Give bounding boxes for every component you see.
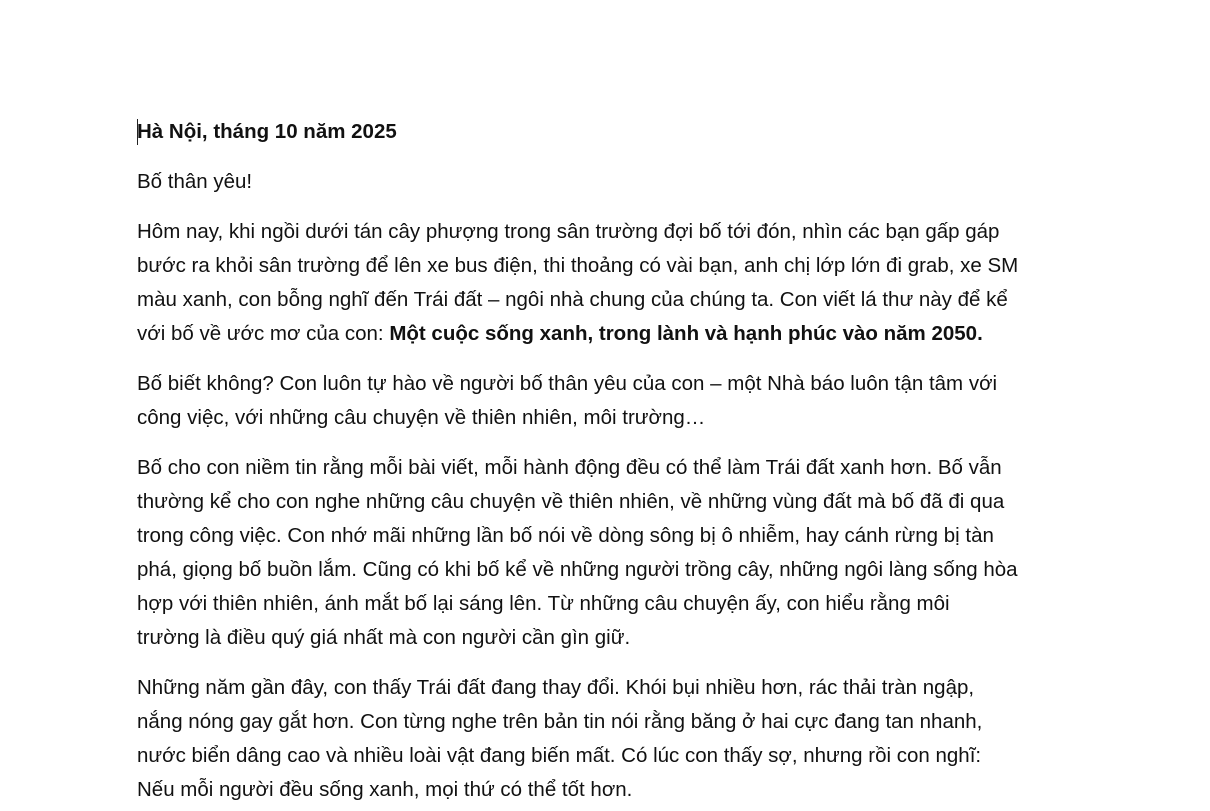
paragraph-2 [137, 367, 1077, 435]
paragraph-line: phá, giọng bố buồn lắm. Cũng có khi bố kể về những người trồng cây, những ngôi làng sống hòa [137, 558, 1018, 581]
paragraph-line: trường là điều quý giá nhất mà con người cần gìn giữ. [137, 626, 631, 649]
paragraph-line: Bố biết không? Con luôn tự hào về người bố thân yêu của con – một Nhà báo luôn tận tâm với [137, 372, 998, 395]
dream-statement: Một cuộc sống xanh, trong lành và hạnh phúc vào năm 2050. [389, 322, 983, 345]
paragraph-1 [137, 215, 1077, 351]
paragraph-line [137, 317, 1077, 351]
letter-greeting [137, 165, 1077, 199]
paragraph-line: Hôm nay, khi ngồi dưới tán cây phượng trong sân trường đợi bố tới đón, nhìn các bạn gấp gáp [137, 220, 1000, 243]
paragraph-text: với bố về ước mơ của con: [137, 322, 390, 345]
paragraph-line: nước biển dâng cao và nhiều loài vật đang biến mất. Có lúc con thấy sợ, nhưng rồi con nghĩ: [137, 744, 982, 767]
document-body[interactable] [137, 115, 1077, 811]
paragraph-3 [137, 451, 1077, 655]
paragraph-line: bước ra khỏi sân trường để lên xe bus điện, thi thoảng có vài bạn, anh chị lớp lớn đi grab, xe SM [137, 254, 1019, 277]
paragraph-line: hợp với thiên nhiên, ánh mắt bố lại sáng lên. Từ những câu chuyện ấy, con hiểu rằng môi [137, 592, 950, 615]
paragraph-line: công việc, với những câu chuyện về thiên nhiên, môi trường… [137, 406, 706, 429]
greeting-line: Bố thân yêu! [137, 170, 253, 193]
paragraph-line: Bố cho con niềm tin rằng mỗi bài viết, mỗi hành động đều có thể làm Trái đất xanh hơn. Bố vẫn [137, 456, 1002, 479]
date-line: Hà Nội, tháng 10 năm 2025 [137, 120, 397, 143]
paragraph-line: trong công việc. Con nhớ mãi những lần bố nói về dòng sông bị ô nhiễm, hay cánh rừng bị tàn [137, 524, 994, 547]
letter-heading [137, 115, 1077, 149]
paragraph-line: màu xanh, con bỗng nghĩ đến Trái đất – ngôi nhà chung của chúng ta. Con viết lá thư này để kể [137, 288, 1008, 311]
paragraph-line: Nếu mỗi người đều sống xanh, mọi thứ có thể tốt hơn. [137, 778, 633, 801]
paragraph-line: Những năm gần đây, con thấy Trái đất đang thay đổi. Khói bụi nhiều hơn, rác thải tràn ngập, [137, 676, 975, 699]
paragraph-4 [137, 671, 1077, 807]
paragraph-line: nắng nóng gay gắt hơn. Con từng nghe trên bản tin nói rằng băng ở hai cực đang tan nhanh, [137, 710, 983, 733]
paragraph-line: thường kể cho con nghe những câu chuyện về thiên nhiên, về những vùng đất mà bố đã đi qua [137, 490, 1005, 513]
